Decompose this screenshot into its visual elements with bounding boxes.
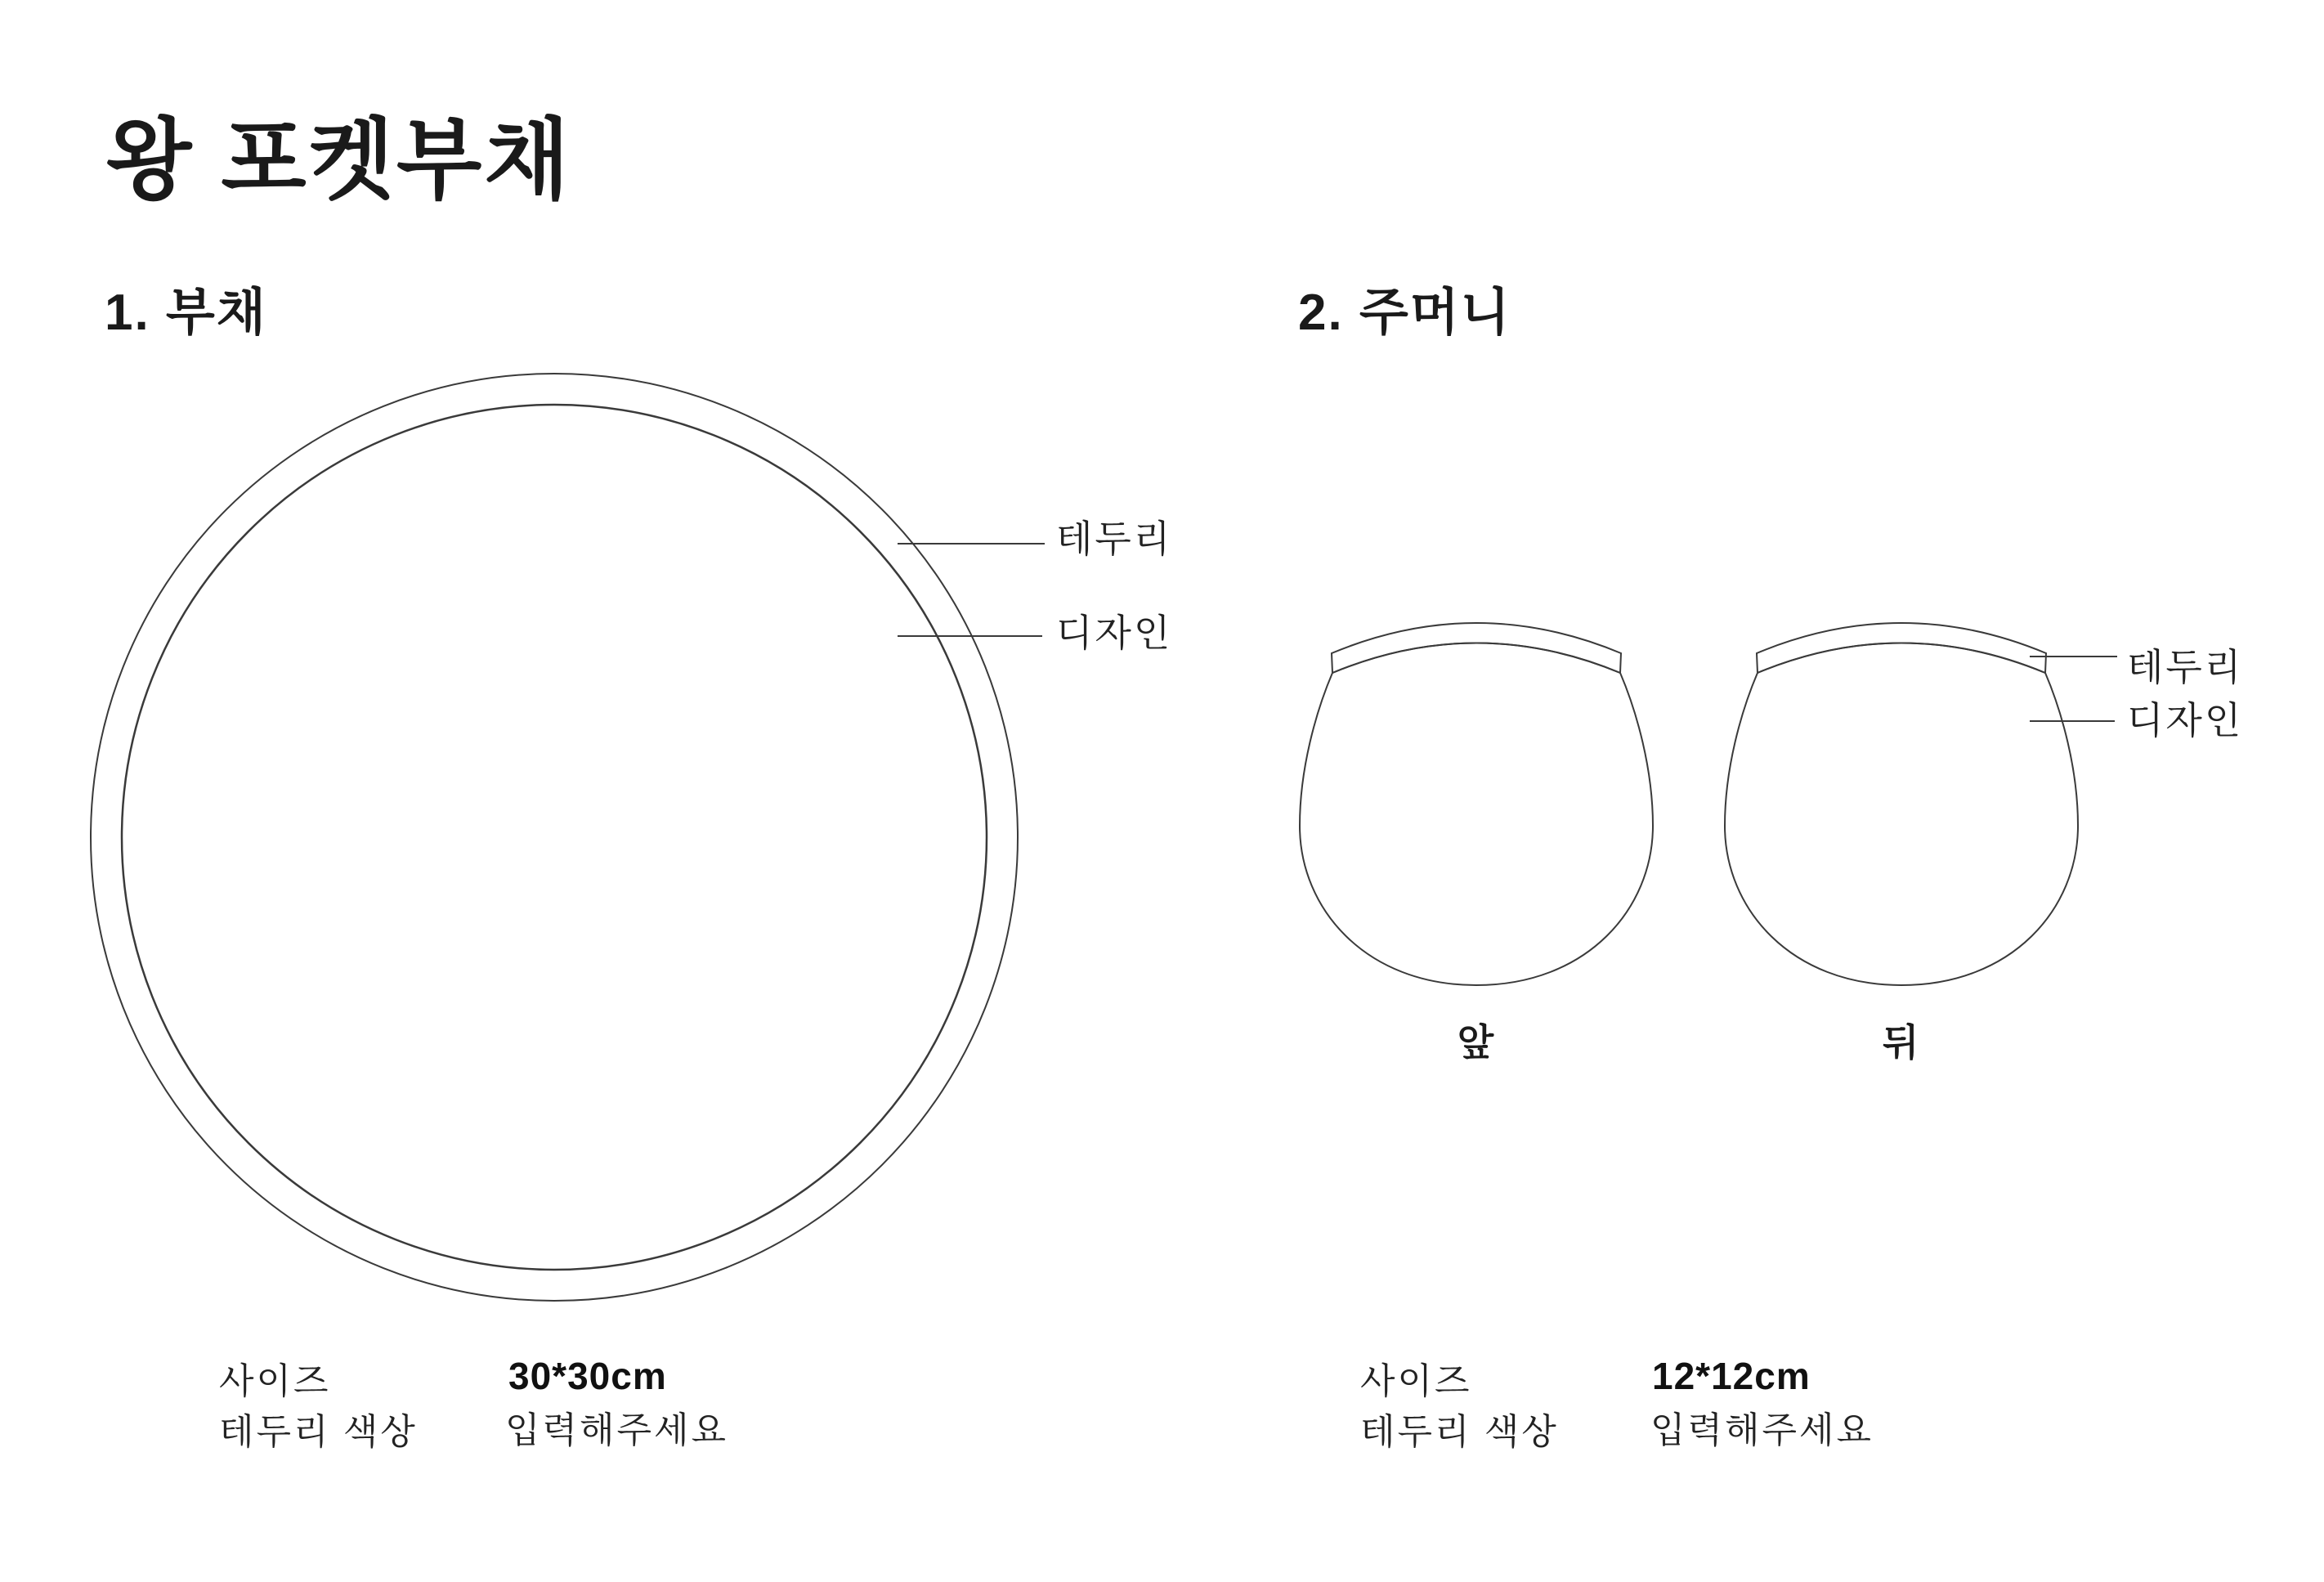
pocket-spec-size-label: 사이즈 <box>1360 1361 1472 1401</box>
fan-design-callout-label: 디자인 <box>1056 612 1173 654</box>
pocket-spec-rim-color-value: 입력해주세요 <box>1650 1410 1874 1450</box>
pocket-spec-rim-color-label: 테두리 색상 <box>1360 1412 1559 1452</box>
pocket-design-callout-label: 디자인 <box>2127 699 2244 742</box>
pocket-spec-size-value: 12*12cm <box>1652 1355 1811 1397</box>
pocket-front-label: 앞 <box>1457 1021 1496 1064</box>
section-heading-fan: 1. 부채 <box>105 285 267 341</box>
fan-spec-size-label: 사이즈 <box>219 1361 331 1401</box>
pocket-diagram <box>1300 623 2117 985</box>
fan-rim-circle <box>91 374 1018 1301</box>
section-heading-pocket: 2. 주머니 <box>1298 285 1511 341</box>
pocket-back-label: 뒤 <box>1882 1021 1921 1064</box>
fan-rim-callout-label: 테두리 <box>1056 518 1173 560</box>
fan-spec-size-value: 30*30cm <box>508 1355 667 1397</box>
page-title: 왕 포켓부채 <box>106 110 572 209</box>
fan-spec-rim-color-value: 입력해주세요 <box>505 1410 729 1450</box>
pocket-rim-callout-label: 테두리 <box>2127 646 2244 688</box>
pocket-front-shape <box>1300 623 1653 985</box>
fan-design-circle <box>122 405 987 1270</box>
fan-diagram <box>91 374 1045 1301</box>
fan-spec-rim-color-label: 테두리 색상 <box>219 1412 418 1452</box>
pocket-back-shape <box>1725 623 2078 985</box>
